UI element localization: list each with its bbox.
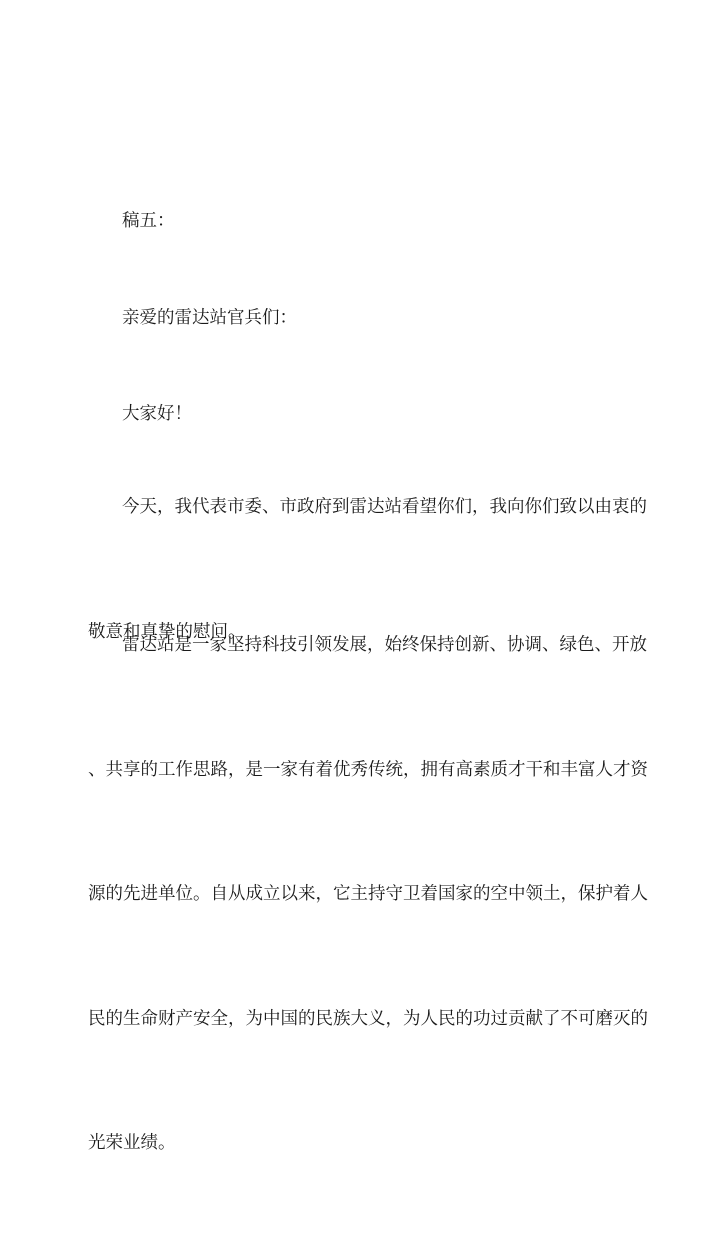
paragraph-2-line: 源的先进单位。自从成立以来，它主持守卫着国家的空中领土，保护着人	[88, 884, 648, 904]
heading-line: 稿五：	[122, 211, 175, 231]
paragraph-2	[88, 542, 648, 1248]
paragraph-2-line: 、共享的工作思路，是一家有着优秀传统，拥有高素质才干和丰富人才资	[88, 759, 648, 780]
paragraph-2-line: 民的生命财产安全，为中国的民族大义，为人民的功过贡献了不可磨灭的	[88, 1008, 648, 1029]
salutation-line: 亲爱的雷达站官兵们：	[122, 308, 297, 328]
paragraph-1-line: 敬意和真挚的慰问。	[88, 621, 246, 642]
paragraph-2-line: 雷达站是一家坚持科技引领发展，始终保持创新、协调、绿色、开放	[122, 635, 647, 655]
paragraph-2-line: 光荣业绩。	[88, 1133, 176, 1153]
greeting-line: 大家好！	[122, 404, 192, 424]
paragraph-1-line: 今天，我代表市委、市政府到雷达站看望你们，我向你们致以由衷的	[122, 497, 647, 517]
